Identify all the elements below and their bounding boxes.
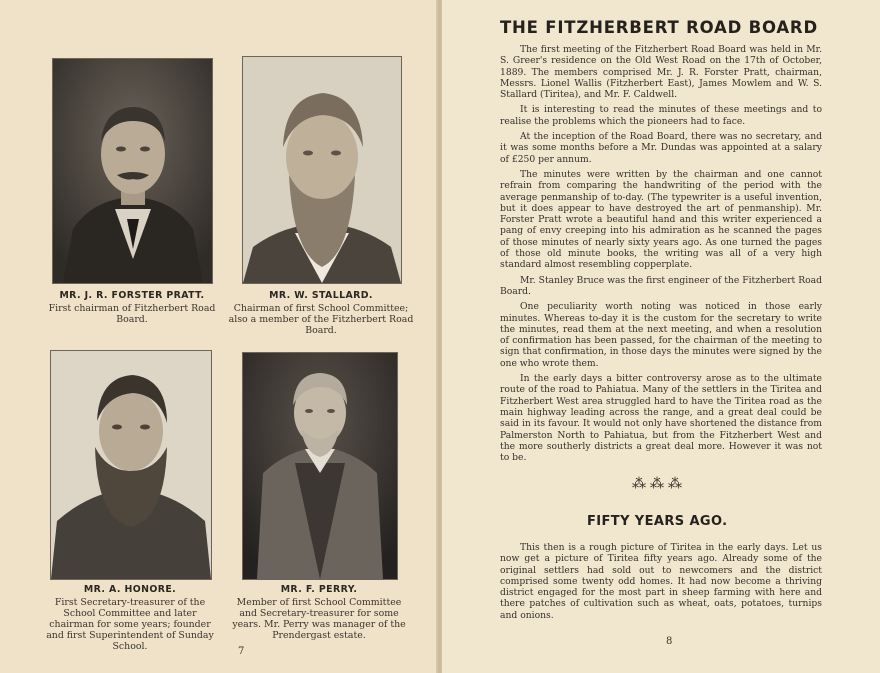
portrait-caption	[40, 584, 220, 652]
paragraph: The first meeting of the Fitzherbert Road Board was held in Mr. S. Greer's residence on the Old West Road on the 17th of October, 1889. The members comprised Mr. J. R. Forster Pratt, chairman, Messrs. Lionel Wallis (Fitzherbert East), James Mowlem and W. S. Stallard (Tiritea), and Mr. F. Caldwell.	[500, 44, 822, 101]
right-page	[442, 0, 880, 673]
portrait-caption	[228, 290, 414, 336]
left-page	[0, 0, 438, 673]
paragraph: The minutes were written by the chairman and one cannot refrain from comparing the handwriting of the period with the average penmanship of to-day. (The typewriter is a useful invention, but it does appear to have destroyed the art of penmanship). Mr. Forster Pratt wrote a beautiful hand and this writer experienced a pang of envy creeping into his admiration as he scanned the pages of those minutes of nearly sixty years ago. As one turned the pages of those old minute books, the writing was all of a very high standard almost resembling copperplate.	[500, 168, 822, 271]
page-number: 7	[238, 646, 245, 657]
portrait-photo-stallard	[242, 56, 402, 284]
portrait-description: First Secretary-treasurer of the School Committee and later chairman for some years; founder and first Superintendent of Sunday School.	[46, 597, 214, 652]
portrait-name: MR. J. R. FORSTER PRATT.	[59, 290, 205, 301]
portrait-name: MR. W. STALLARD.	[269, 290, 373, 301]
paragraph: It is interesting to read the minutes of these meetings and to realise the problems which the pioneers had to face.	[500, 104, 822, 127]
portrait-photo-perry	[242, 352, 398, 580]
portrait-description: Member of first School Committee and Secretary-treasurer for some years. Mr. Perry was manager of the Prendergast estate.	[232, 597, 406, 641]
portrait-description: First chairman of Fitzherbert Road Board.	[48, 303, 216, 325]
page-title: THE FITZHERBERT ROAD BOARD	[500, 18, 818, 37]
portrait-caption	[44, 290, 220, 325]
paragraph: Mr. Stanley Bruce was the first engineer of the Fitzherbert Road Board.	[500, 274, 822, 297]
paragraph: In the early days a bitter controversy arose as to the ultimate route of the road to Pahiatua. Many of the settlers in the Tiritea and Fitzherbert West area struggled hard to have the Tiritea road as the main highway leading across the range, and a great deal could be said in its favour. It would not only have shortened the distance from Palmerston North to Pahiatua, but from the Fitzherbert West and the more southerly districts a great deal more. However it was not to be.	[500, 373, 822, 464]
article-body	[500, 44, 822, 467]
paragraph: This then is a rough picture of Tiritea in the early days. Let us now get a picture of Tiritea fifty years ago. Already some of the original settlers had sold out to newcomers and the district comprised some twenty odd homes. It had now become a thriving district engaged for the most part in sheep farming with here and there patches of cultivation such as wheat, oats, potatoes, turnips and onions.	[500, 542, 822, 621]
portrait-photo-forster-pratt	[52, 58, 213, 284]
portrait-photo-honore	[50, 350, 212, 580]
section-ornament: ⁂⁂⁂	[632, 476, 686, 492]
paragraph: One peculiarity worth noting was noticed in those early minutes. Whereas to-day it is the custom for the secretary to write the minutes, read them at the next meeting, and when a resolution of confirmation has been passed, for the chairman of the meeting to sign that confirmation, in those days the minutes were signed by the one who wrote them.	[500, 301, 822, 369]
portrait-description: Chairman of first School Committee; also a member of the Fitzherbert Road Board.	[228, 303, 414, 336]
portrait-name: MR. A. HONORE.	[83, 584, 177, 595]
portrait-name: MR. F. PERRY.	[280, 584, 358, 595]
section-heading: FIFTY YEARS AGO.	[587, 514, 728, 529]
paragraph: At the inception of the Road Board, there was no secretary, and it was some months before a Mr. Dundas was appointed at a salary of £250 per annum.	[500, 131, 822, 165]
portrait-caption	[228, 584, 410, 641]
section-body	[500, 542, 822, 625]
page-number: 8	[666, 636, 673, 647]
